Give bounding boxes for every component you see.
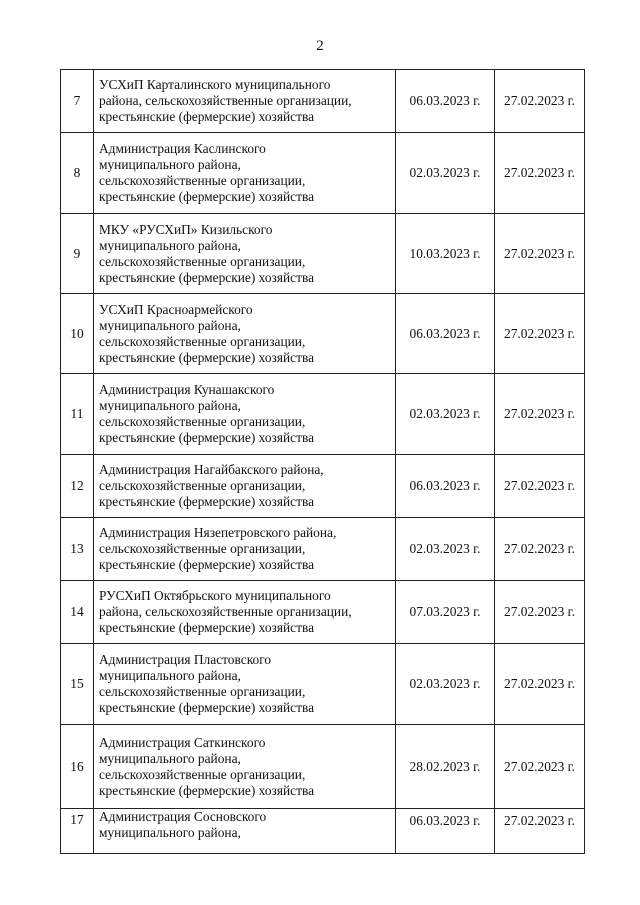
table-row <box>61 214 585 294</box>
date-cell-1: 10.03.2023 г. <box>396 214 495 294</box>
row-number: 7 <box>61 70 94 133</box>
row-number: 8 <box>61 133 94 214</box>
date-cell-1: 06.03.2023 г. <box>396 455 495 518</box>
page-number: 2 <box>316 38 324 54</box>
date-cell-1: 06.03.2023 г. <box>396 294 495 374</box>
organization-name: Администрация Кунашакского муниципального района, сельскохозяйственные организации, крестьянские (фермерские) хозяйства <box>99 382 315 445</box>
date-cell-2: 27.02.2023 г. <box>495 644 585 725</box>
organization-name: Администрация Сосновского муниципального района, <box>99 809 267 840</box>
date-cell-1: 02.03.2023 г. <box>396 374 495 455</box>
table-row <box>61 518 585 581</box>
table-row <box>61 70 585 133</box>
organization-name: Администрация Каслинского муниципального района, сельскохозяйственные организации, крестьянские (фермерские) хозяйства <box>99 141 315 204</box>
row-number: 12 <box>61 455 94 518</box>
table-row <box>61 455 585 518</box>
date-cell-2: 27.02.2023 г. <box>495 809 585 854</box>
date-cell-2: 27.02.2023 г. <box>495 374 585 455</box>
row-number: 9 <box>61 214 94 294</box>
organization-name: УСХиП Красноармейского муниципального района, сельскохозяйственные организации, крестьянские (фермерские) хозяйства <box>99 301 315 365</box>
organization-cell <box>94 581 396 644</box>
date-cell-2: 27.02.2023 г. <box>495 518 585 581</box>
date-cell-2: 27.02.2023 г. <box>495 725 585 809</box>
table-row <box>61 809 585 854</box>
table-row <box>61 294 585 374</box>
table-row <box>61 374 585 455</box>
organization-name: Администрация Саткинского муниципального района, сельскохозяйственные организации, крестьянские (фермерские) хозяйства <box>99 734 315 798</box>
organization-cell <box>94 455 396 518</box>
date-cell-2: 27.02.2023 г. <box>495 294 585 374</box>
row-number: 10 <box>61 294 94 374</box>
table-row <box>61 644 585 725</box>
row-number: 14 <box>61 581 94 644</box>
date-cell-2: 27.02.2023 г. <box>495 455 585 518</box>
date-cell-2: 27.02.2023 г. <box>495 70 585 133</box>
date-cell-2: 27.02.2023 г. <box>495 133 585 214</box>
date-cell-1: 06.03.2023 г. <box>396 70 495 133</box>
row-number: 16 <box>61 725 94 809</box>
row-number: 13 <box>61 518 94 581</box>
date-cell-1: 07.03.2023 г. <box>396 581 495 644</box>
organization-name: Администрация Нязепетровского района, сельскохозяйственные организации, крестьянские (фермерские) хозяйства <box>99 525 337 572</box>
organization-name: МКУ «РУСХиП» Кизильского муниципального района, сельскохозяйственные организации, крестьянские (фермерские) хозяйства <box>99 221 315 285</box>
organization-name: Администрация Нагайбакского района, сельскохозяйственные организации, крестьянские (фермерские) хозяйства <box>99 462 324 509</box>
date-cell-1: 06.03.2023 г. <box>396 809 495 854</box>
organization-name: УСХиП Карталинского муниципального района, сельскохозяйственные организации, крестьянские (фермерские) хозяйства <box>99 77 352 124</box>
row-number: 11 <box>61 374 94 455</box>
organization-cell <box>94 644 396 725</box>
table-row <box>61 581 585 644</box>
row-number: 15 <box>61 644 94 725</box>
date-cell-2: 27.02.2023 г. <box>495 214 585 294</box>
organization-cell <box>94 70 396 133</box>
date-cell-1: 02.03.2023 г. <box>396 133 495 214</box>
deadline-table <box>60 69 585 854</box>
organization-cell <box>94 294 396 374</box>
organization-name: Администрация Пластовского муниципального района, сельскохозяйственные организации, крестьянские (фермерские) хозяйства <box>99 652 315 715</box>
table-row <box>61 725 585 809</box>
date-cell-1: 02.03.2023 г. <box>396 518 495 581</box>
organization-cell <box>94 809 396 854</box>
organization-name: РУСХиП Октябрьского муниципального района, сельскохозяйственные организации, крестьянские (фермерские) хозяйства <box>99 588 352 635</box>
organization-cell <box>94 214 396 294</box>
organization-cell <box>94 725 396 809</box>
date-cell-1: 28.02.2023 г. <box>396 725 495 809</box>
organization-cell <box>94 518 396 581</box>
date-cell-2: 27.02.2023 г. <box>495 581 585 644</box>
table-row <box>61 133 585 214</box>
row-number: 17 <box>61 809 94 854</box>
organization-cell <box>94 133 396 214</box>
date-cell-1: 02.03.2023 г. <box>396 644 495 725</box>
organization-cell <box>94 374 396 455</box>
